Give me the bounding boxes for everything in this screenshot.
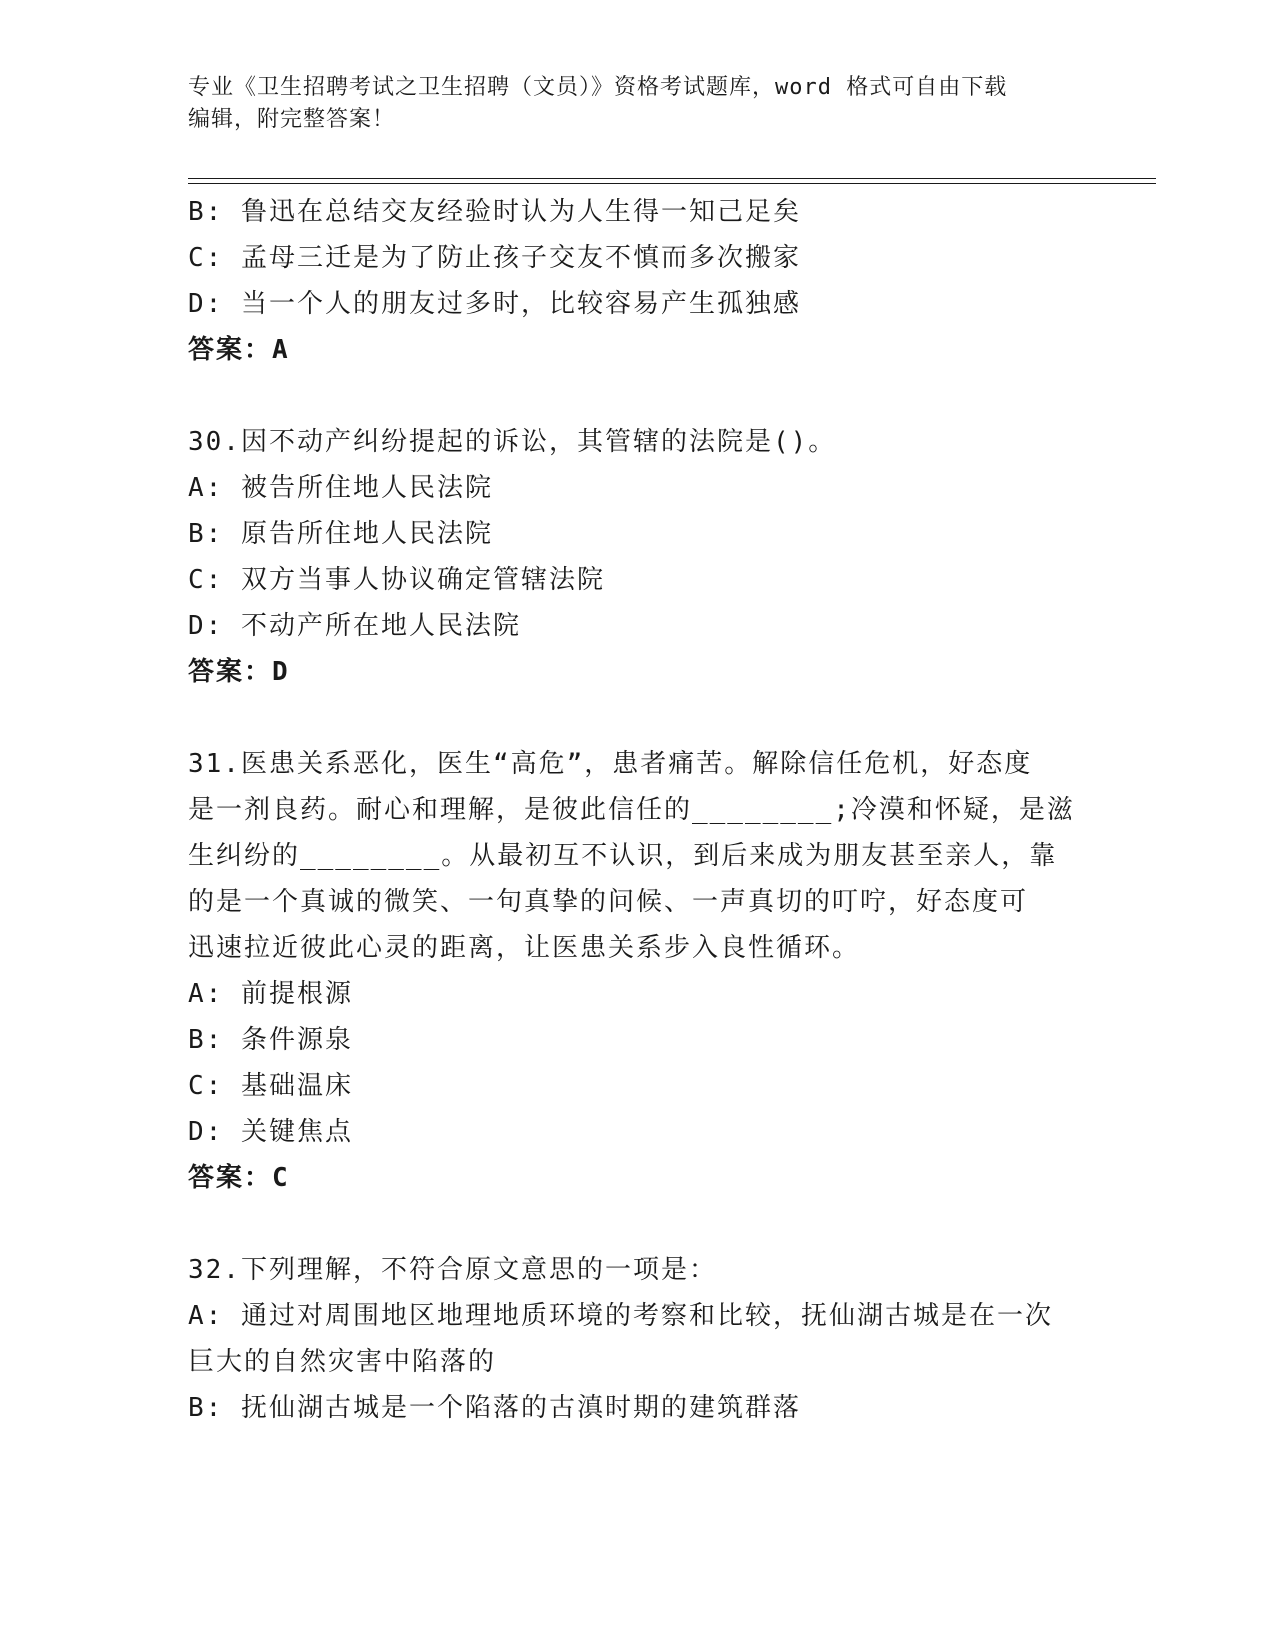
option-c: C: 双方当事人协议确定管辖法院 — [188, 565, 605, 595]
question-31 — [188, 741, 1088, 1201]
question-stem-line: 的是一个真诚的微笑、一句真挚的问候、一声真切的叮咛，好态度可 — [188, 887, 1029, 917]
header-divider-bottom — [188, 183, 1156, 184]
question-stem-line: 生纠纷的________。从最初互不认识，到后来成为朋友甚至亲人，靠 — [188, 841, 1058, 871]
option-a-line: 巨大的自然灾害中陷落的 — [188, 1347, 497, 1377]
option-c: C: 孟母三迁是为了防止孩子交友不慎而多次搬家 — [188, 243, 801, 273]
question-stem: 30.因不动产纠纷提起的诉讼，其管辖的法院是()。 — [188, 427, 837, 457]
answer: 答案：C — [188, 1163, 290, 1193]
option-a-line: A: 通过对周围地区地理地质环境的考察和比较，抚仙湖古城是在一次 — [188, 1301, 1053, 1331]
option-d: D: 当一个人的朋友过多时，比较容易产生孤独感 — [188, 289, 801, 319]
question-list — [188, 189, 1088, 1431]
option-b: B: 抚仙湖古城是一个陷落的古滇时期的建筑群落 — [188, 1393, 801, 1423]
option-d: D: 不动产所在地人民法院 — [188, 611, 521, 641]
option-c: C: 基础温床 — [188, 1071, 353, 1101]
question-stem: 32.下列理解，不符合原文意思的一项是： — [188, 1255, 717, 1285]
question-stem-line: 是一剂良药。耐心和理解，是彼此信任的________;冷漠和怀疑，是滋 — [188, 795, 1075, 825]
option-b: B: 原告所住地人民法院 — [188, 519, 493, 549]
answer: 答案：A — [188, 335, 290, 365]
document-header — [188, 72, 1068, 136]
option-a: A: 被告所住地人民法院 — [188, 473, 493, 503]
question-stem-line: 迅速拉近彼此心灵的距离，让医患关系步入良性循环。 — [188, 933, 861, 963]
option-b: B: 鲁迅在总结交友经验时认为人生得一知己足矣 — [188, 197, 801, 227]
option-d: D: 关键焦点 — [188, 1117, 353, 1147]
question-stem-line: 31.医患关系恶化，医生“高危”，患者痛苦。解除信任危机，好态度 — [188, 749, 1033, 779]
header-divider-top — [188, 178, 1156, 179]
question-29 — [188, 189, 1088, 373]
header-line-1: 专业《卫生招聘考试之卫生招聘（文员）》资格考试题库，word 格式可自由下载 — [188, 75, 1008, 100]
option-b: B: 条件源泉 — [188, 1025, 353, 1055]
option-a: A: 前提根源 — [188, 979, 353, 1009]
question-32 — [188, 1247, 1088, 1431]
header-line-2: 编辑，附完整答案！ — [188, 107, 396, 132]
answer: 答案：D — [188, 657, 290, 687]
question-30 — [188, 419, 1088, 695]
